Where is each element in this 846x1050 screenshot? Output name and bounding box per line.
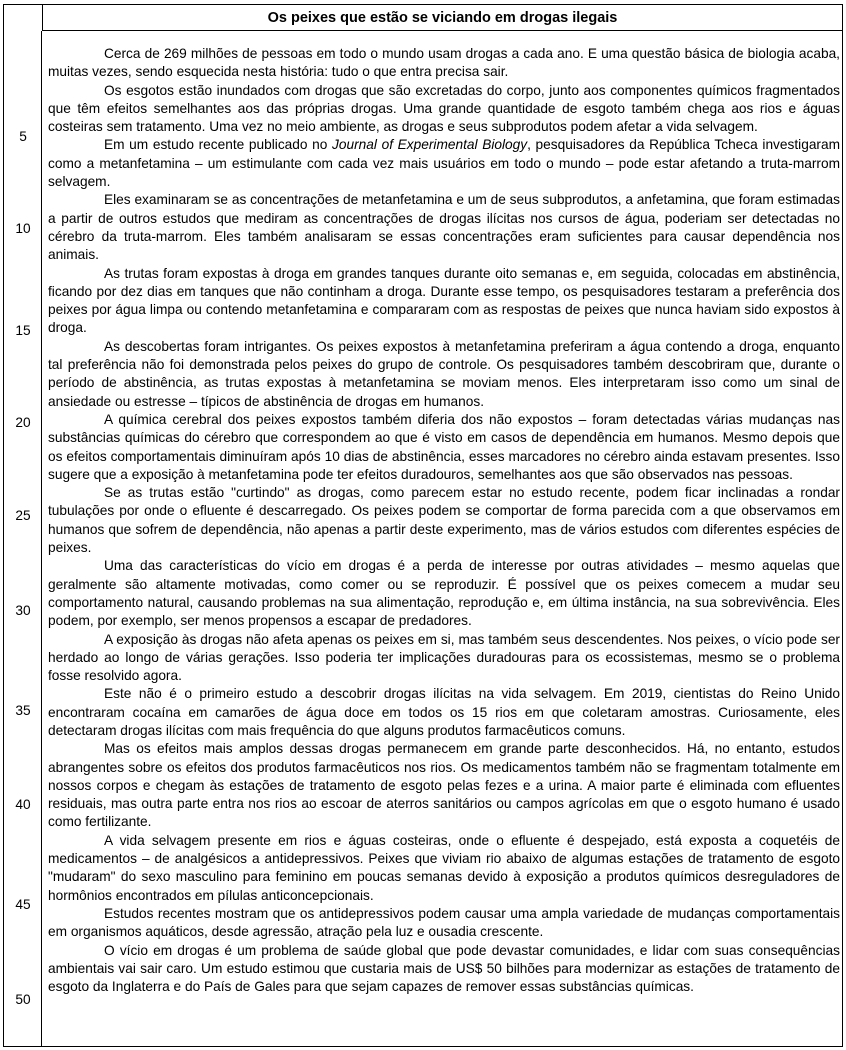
paragraph: As trutas foram expostas à droga em grandes tanques durante oito semanas e, em seguida, colocadas em abstinência, ficando por dez dias em tanques que não continham a droga. Durante esse tempo, os pesquisadores testaram a preferência dos peixes por água limpa ou contendo metanfetamina e compararam com as respostas de peixes que nunca haviam sido expostos à droga. xyxy=(48,265,840,336)
paragraph xyxy=(48,136,840,191)
line-number-column xyxy=(4,31,42,1046)
paragraph: Se as trutas estão "curtindo" as drogas, como parecem estar no estudo recente, podem ficar inclinadas a rondar tubulações por onde o efluente é descarregado. Os peixes podem se comportar de forma parecida com a que observamos em humanos que sofrem de dependência, não apenas a partir deste experimento, mas de vários estudos com diferentes espécies de peixes. xyxy=(48,485,840,556)
paragraph: A exposição às drogas não afeta apenas os peixes em si, mas também seus descendentes. Nos peixes, o vício pode ser herdado ao longo de várias gerações. Isso poderia ter implicações duradouras para os ecossistemas, mesmo se o problema fosse resolvido agora. xyxy=(48,631,840,684)
paragraph: Os esgotos estão inundados com drogas que são excretadas do corpo, junto aos componentes químicos fragmentados que têm efeitos semelhantes aos das próprias drogas. Uma grande quantidade de esgoto também chega aos rios e águas costeiras sem tratamento. Uma vez no meio ambiente, as drogas e seus subprodutos podem afetar a vida selvagem. xyxy=(48,82,840,135)
paragraph: A vida selvagem presente em rios e águas costeiras, onde o efluente é despejado, está exposta a coquetéis de medicamentos – de analgésicos a antidepressivos. Peixes que viviam rio abaixo de algumas estações de tratamento de esgoto "mudaram" do sexo masculino para feminino em poucas semanas devido à exposição a produtos químicos desreguladores de hormônios encontrados em pílulas anticoncepcionais. xyxy=(48,832,840,903)
line-number: 45 xyxy=(15,897,31,912)
journal-name: Journal of Experimental Biology xyxy=(332,137,528,153)
line-number: 35 xyxy=(15,703,31,718)
paragraph-text: Em um estudo recente publicado no xyxy=(104,137,333,153)
paragraph: As descobertas foram intrigantes. Os peixes expostos à metanfetamina preferiram a água contendo a droga, enquanto tal preferência não foi demonstrada pelos peixes do grupo de controle. Os pesquisadores também descobriram que, durante o período de abstinência, as trutas expostas à metanfetamina se moviam menos. Eles interpretaram isso como um sinal de ansiedade ou estresse – típicos de abstinência de drogas em humanos. xyxy=(48,338,840,409)
line-number: 40 xyxy=(15,797,31,812)
text-frame xyxy=(3,4,843,1047)
paragraph: Este não é o primeiro estudo a descobrir drogas ilícitas na vida selvagem. Em 2019, cientistas do Reino Unido encontraram cocaína em camarões de água doce em todos os 15 rios em que coletaram amostras. Curiosamente, eles detectaram drogas ilícitas com mais frequência do que alguns produtos farmacêuticos comuns. xyxy=(48,686,840,738)
paragraph: Cerca de 269 milhões de pessoas em todo o mundo usam drogas a cada ano. E uma questão básica de biologia acaba, muitas vezes, sendo esquecida nesta história: tudo o que entra precisa sair. xyxy=(48,46,840,80)
line-number: 5 xyxy=(19,129,27,144)
paragraph: Estudos recentes mostram que os antidepressivos podem causar uma ampla variedade de mudanças comportamentais em organismos aquáticos, desde agressão, atração pela luz e ousadia crescente. xyxy=(48,905,840,940)
article-body xyxy=(48,45,840,996)
line-number: 20 xyxy=(15,415,31,430)
paragraph: Uma das características do vício em drogas é a perda de interesse por outras atividades – mesmo aquelas que geralmente são altamente motivadas, como comer ou se reproduzir. É possível que os peixes comecem a mudar seu comportamento natural, causando problemas na sua alimentação, reprodução e, em última instância, na sua sobrevivência. Eles podem, por exemplo, ser menos propensos a escapar de predadores. xyxy=(48,558,840,629)
document-title: Os peixes que estão se viciando em drogas ilegais xyxy=(42,5,842,31)
paragraph: O vício em drogas é um problema de saúde global que pode devastar comunidades, e lidar com suas consequências ambientais vai sair caro. Um estudo estimou que custaria mais de US$ 50 bilhões para modernizar as estações de tratamento de esgoto da Inglaterra e do País de Gales para que sejam capazes de remover essas substâncias químicas. xyxy=(48,942,840,995)
title-gap xyxy=(4,5,42,31)
paragraph: A química cerebral dos peixes expostos também diferia dos não expostos – foram detectadas várias mudanças nas substâncias químicas do cérebro que correspondem ao que é visto em casos de dependência em humanos. Mesmo depois que os efeitos comportamentais diminuíram após 10 dias de abstinência, esses marcadores no cérebro ainda estavam presentes. Isso sugere que a exposição à metanfetamina pode ter efeitos duradouros, semelhantes aos que são observados nas pessoas. xyxy=(48,411,840,482)
line-number: 30 xyxy=(15,603,31,618)
paragraph: Eles examinaram se as concentrações de metanfetamina e um de seus subprodutos, a anfetamina, que foram estimadas a partir de outros estudos que mediram as concentrações de drogas ilícitas nos cursos de água, poderiam ser detectadas no cérebro da truta-marrom. Eles também analisaram se essas concentrações eram suficientes para causar dependência nos animais. xyxy=(48,192,840,263)
line-number: 10 xyxy=(15,221,31,236)
line-number: 50 xyxy=(15,992,31,1007)
line-number: 25 xyxy=(15,508,31,523)
paragraph-text: , pesquisadores da República Tcheca investigaram como a metanfetamina – um estimulante com cada vez mais usuários em todo o mundo – pode estar afetando a truta-marrom selvagem. xyxy=(48,137,841,190)
paragraph: Mas os efeitos mais amplos dessas drogas permanecem em grande parte desconhecidos. Há, no entanto, estudos abrangentes sobre os efeitos dos produtos farmacêuticos nos rios. Os medicamentos também não se fragmentam totalmente em nossos corpos e chegam às estações de tratamento de esgoto pelas fezes e a urina. A maior parte é eliminada com efluentes residuais, mas outra parte entra nos rios ao escoar de aterros sanitários ou campos agrícolas em que o esgoto humano é usado como fertilizante. xyxy=(48,741,840,830)
line-number: 15 xyxy=(15,323,31,338)
